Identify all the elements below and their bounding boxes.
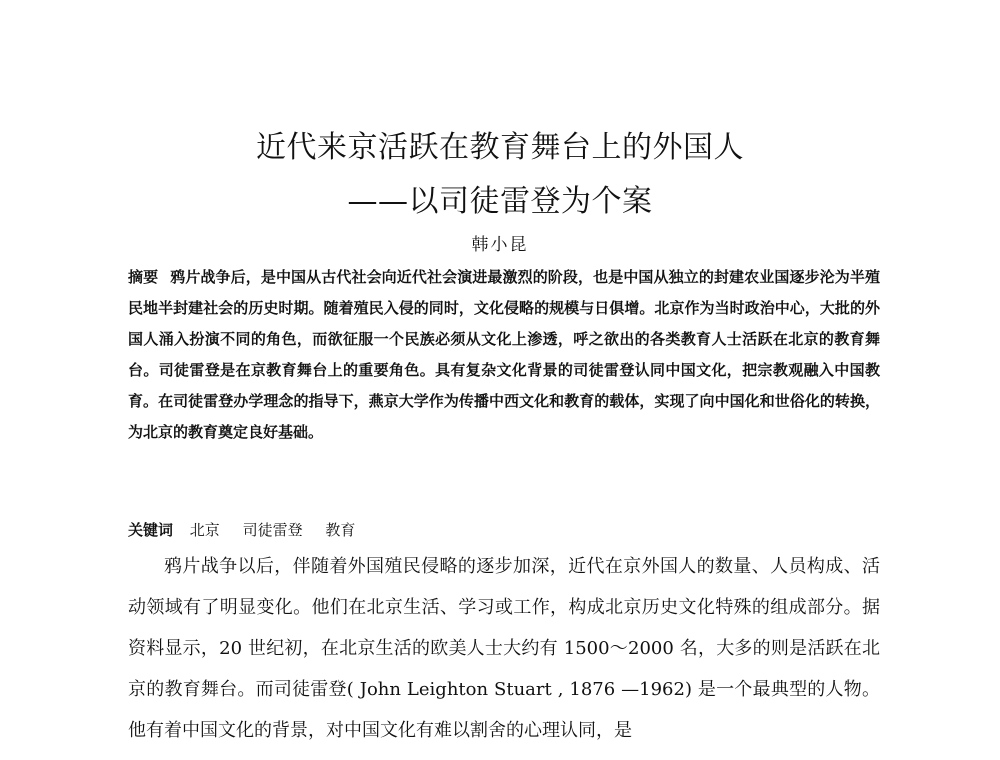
abstract-label: 摘要 [128,268,159,286]
keyword: 司徒雷登 [242,521,303,539]
abstract-text: 鸦片战争后，是中国从古代社会向近代社会演进最激烈的阶段，也是中国从独立的封建农业国逐步沦为半殖民地半封建社会的历史时期。随着殖民入侵的同时，文化侵略的规模与日俱增。北京作为当时政治中心，大批的外国人涌入扮演不同的角色，而欲征服一个民族必须从文化上渗透，呼之欲出的各类教育人士活跃在北京的教育舞台。司徒雷登是在京教育舞台上的重要角色。具有复杂文化背景的司徒雷登认同中国文化，把宗教观融入中国教育。在司徒雷登办学理念的指导下，燕京大学作为传播中西文化和教育的载体，实现了向中国化和世俗化的转换，为北京的教育奠定良好基础。 [128,268,880,441]
keywords-label: 关键词 [128,521,174,539]
paper-subtitle: ——以司徒雷登为个案 [347,184,653,219]
keyword: 教育 [325,521,356,539]
paper-title: 近代来京活跃在教育舞台上的外国人 [256,130,744,165]
author-name: 韩小昆 [471,235,529,255]
abstract [128,262,880,448]
body-paragraph: 鸦片战争以后，伴随着外国殖民侵略的逐步加深，近代在京外国人的数量、人员构成、活动领域有了明显变化。他们在北京生活、学习或工作，构成北京历史文化特殊的组成部分。据资料显示，20 世纪初，在北京生活的欧美人士大约有 1500～2000 名，大多的则是活跃在北京的教育舞台。而司徒雷登( John Leighton Stuart , 1876 —1962) 是一个最典型的人物。他有着中国文化的背景，对中国文化有难以割舍的心理认同，是 [128,556,880,741]
keywords [128,516,880,544]
body-text [128,546,880,751]
keyword: 北京 [189,521,220,539]
